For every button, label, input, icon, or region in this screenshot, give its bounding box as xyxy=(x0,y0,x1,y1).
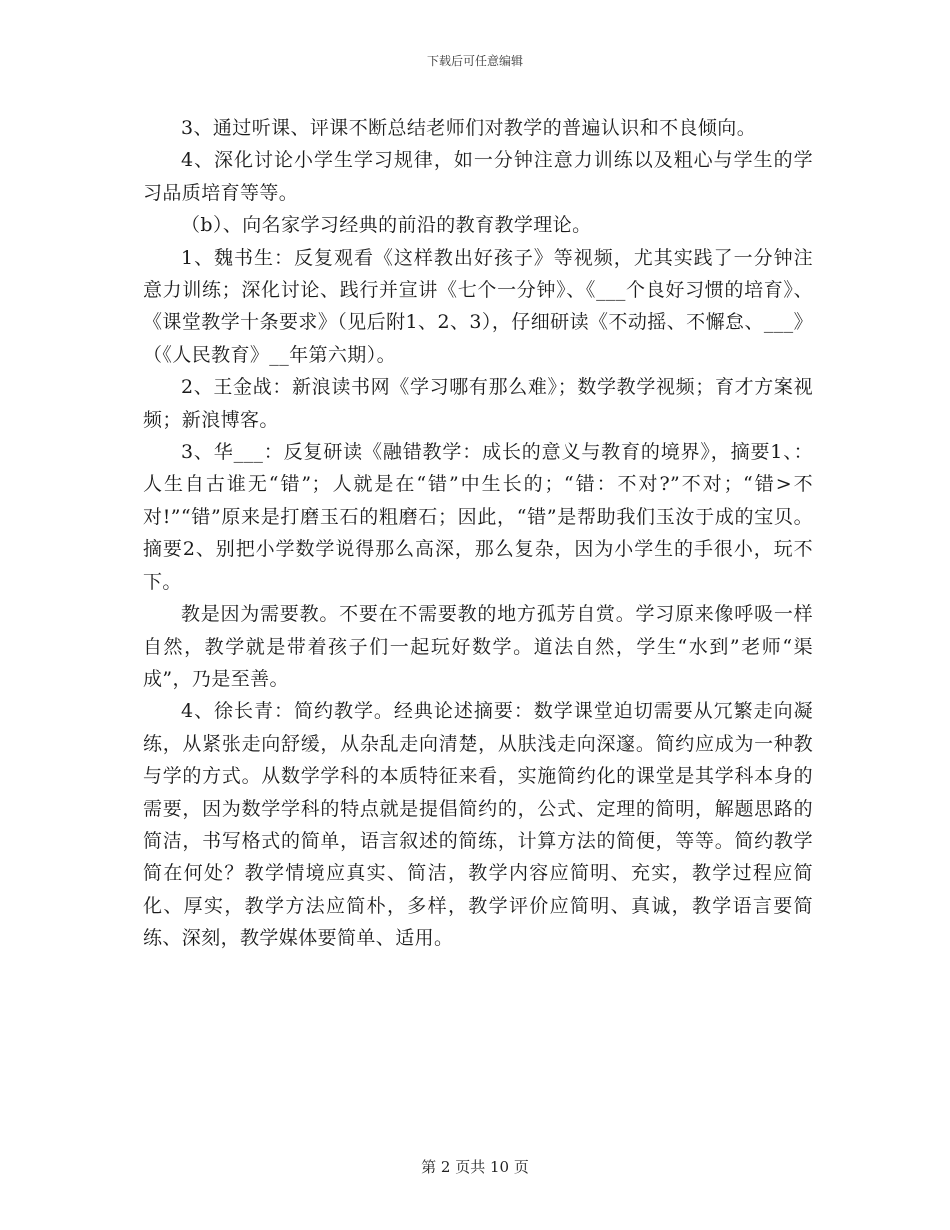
paragraph-5: 2、王金战：新浪读书网《学习哪有那么难》；数学教学视频；育才方案视频；新浪博客。 xyxy=(143,376,813,431)
paragraph-7: 教是因为需要教。不要在不需要教的地方孤芳自赏。学习原来像呼吸一样自然，教学就是带着孩子们一起玩好数学。道法自然，学生“水到”老师“渠成”，乃是至善。 xyxy=(143,603,813,690)
page-footer: 第 2 页共 10 页 xyxy=(421,1158,529,1176)
paragraph-3: （b）、向名家学习经典的前沿的教育教学理论。 xyxy=(181,214,592,237)
paragraph-8: 4、徐长青：简约教学。经典论述摘要：数学课堂迫切需要从冗繁走向凝练，从紧张走向舒缓，从杂乱走向清楚，从肤浅走向深邃。简约应成为一种教与学的方式。从数学学科的本质特征来看，实施简约化的课堂是其学科本身的需要，因为数学学科的特点就是提倡简约的，公式、定理的简明，解题思路的简洁，书写格式的简单，语言叙述的简练，计算方法的简便，等等。简约教学简在何处？教学情境应真实、简洁，教学内容应简明、充实，教学过程应简化、厚实，教学方法应简朴，多样，教学评价应简明、真诚，教学语言要简练、深刻，教学媒体要简单、适用。 xyxy=(143,700,813,950)
paragraph-6: 3、华___：反复研读《融错教学：成长的意义与教育的境界》，摘要1、：人生自古谁无“错”；人就是在“错”中生长的；“错：不对?”不对；“错>不对!”“错”原来是打磨玉石的粗磨石；因此，“错”是帮助我们玉汝于成的宝贝。摘要2、别把小学数学说得那么高深，那么复杂，因为小学生的手很小，玩不下。 xyxy=(143,441,813,593)
paragraph-2: 4、深化讨论小学生学习规律，如一分钟注意力训练以及粗心与学生的学习品质培育等等。 xyxy=(143,149,813,204)
paragraph-1: 3、通过听课、评课不断总结老师们对教学的普遍认识和不良倾向。 xyxy=(181,117,757,139)
paragraph-4: 1、魏书生：反复观看《这样教出好孩子》等视频，尤其实践了一分钟注意力训练；深化讨论、践行并宣讲《七个一分钟》、《___个良好习惯的培育》、《课堂教学十条要求》（见后附1、2、3），仔细研读《不动摇、不懈怠、___》（《人民教育》__年第六期）。 xyxy=(143,246,813,366)
page-header: 下载后可任意编辑 xyxy=(426,54,523,68)
document-body xyxy=(143,112,813,955)
